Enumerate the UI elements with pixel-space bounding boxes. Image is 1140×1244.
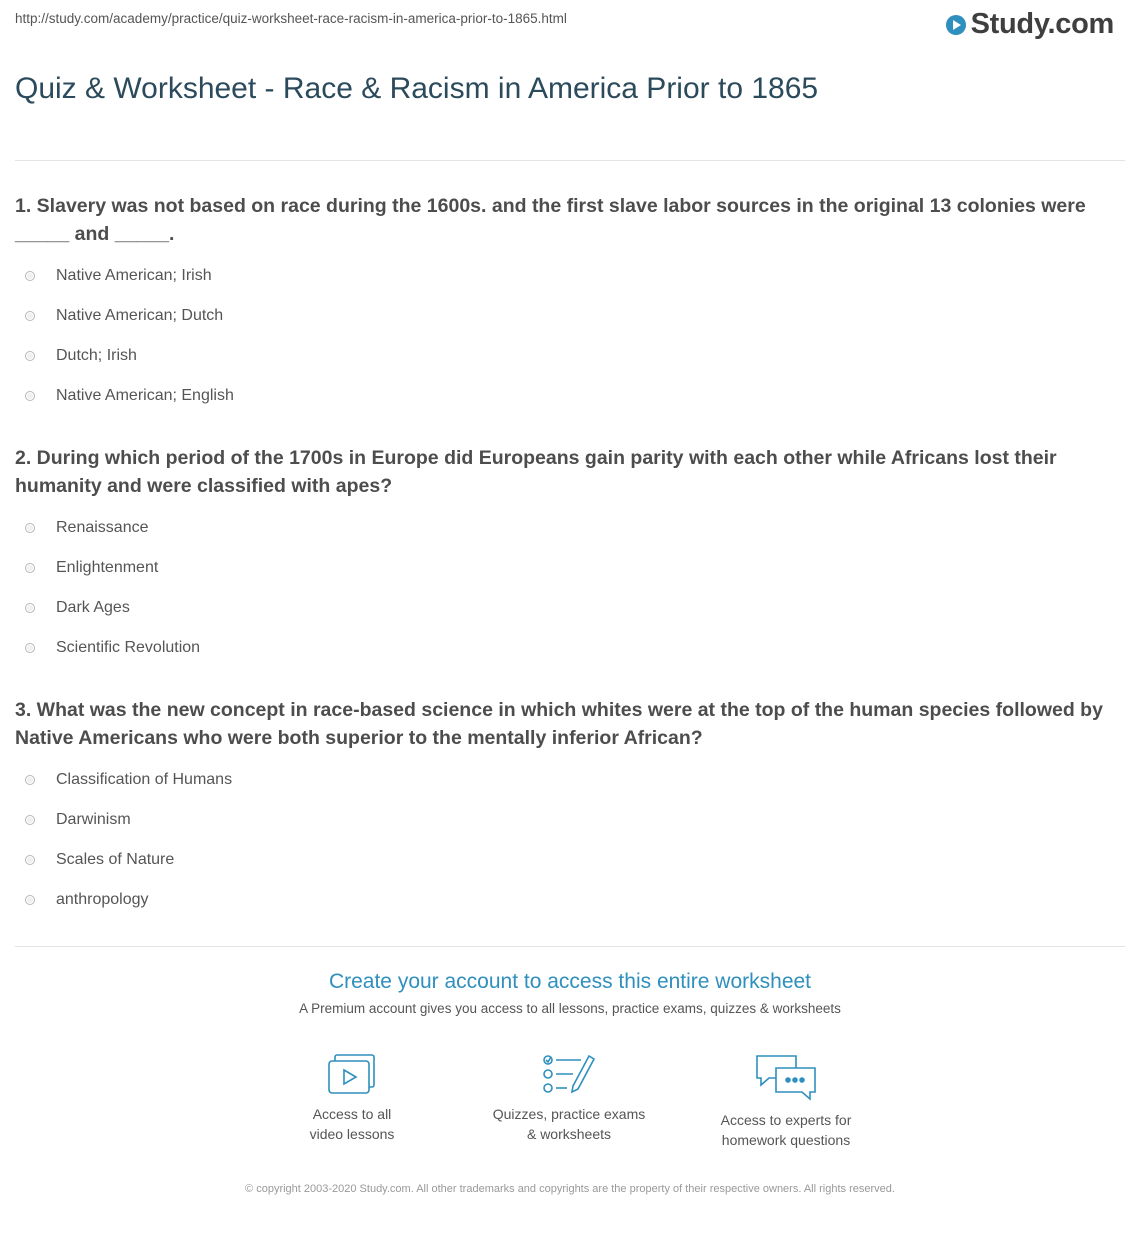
answer-option[interactable]: [15, 880, 1125, 920]
copyright-notice: © copyright 2003-2020 Study.com. All other trademarks and copyrights are the property of their respective owners. All rights reserved.: [245, 1183, 895, 1195]
radio-button[interactable]: [25, 643, 35, 653]
question-text: 3. What was the new concept in race-based science in which whites were at the top of the human species followed by Native Americans who were both superior to the mentally inferior African?: [15, 699, 1103, 749]
answer-option[interactable]: [15, 508, 1125, 548]
feature-video-lessons: [252, 1052, 452, 1144]
radio-button[interactable]: [25, 563, 35, 573]
cta-subtitle: A Premium account gives you access to all lessons, practice exams, quizzes & worksheets: [299, 1001, 841, 1016]
radio-button[interactable]: [25, 351, 35, 361]
feature-experts: [686, 1052, 886, 1150]
radio-button[interactable]: [25, 895, 35, 905]
option-label: Native American; English: [56, 387, 234, 404]
cta-create-account-link[interactable]: Create your account to access this entire worksheet: [328, 970, 812, 993]
feature-label-line2: & worksheets: [526, 1126, 612, 1142]
answer-option[interactable]: [15, 800, 1125, 840]
answer-option[interactable]: [15, 336, 1125, 376]
answer-option[interactable]: [15, 588, 1125, 628]
page-title: Quiz & Worksheet - Race & Racism in America Prior to 1865: [15, 72, 819, 105]
radio-button[interactable]: [25, 775, 35, 785]
question-text: 2. During which period of the 1700s in Europe did Europeans gain parity with each other while Africans lost their humanity and were classified with apes?: [15, 447, 1057, 497]
option-label: Renaissance: [56, 519, 149, 536]
option-label: Classification of Humans: [56, 771, 233, 788]
answer-option[interactable]: [15, 256, 1125, 296]
option-label: Darwinism: [56, 811, 131, 828]
option-label: Scales of Nature: [56, 851, 175, 868]
quiz-checklist-icon: [541, 1052, 597, 1096]
feature-label-line2: homework questions: [721, 1132, 851, 1148]
brand-name: Study.com: [970, 8, 1114, 40]
question-text: 1. Slavery was not based on race during the 1600s. and the first slave labor sources in the original 13 colonies were _____ and _____.: [15, 195, 1086, 245]
page-url: http://study.com/academy/practice/quiz-worksheet-race-racism-in-america-prior-to-1865.html: [15, 11, 567, 26]
radio-button[interactable]: [25, 815, 35, 825]
chat-bubbles-icon: [754, 1052, 818, 1102]
option-label: Native American; Irish: [56, 267, 212, 284]
video-lessons-icon: [326, 1052, 378, 1096]
radio-button[interactable]: [25, 855, 35, 865]
radio-button[interactable]: [25, 391, 35, 401]
answer-option[interactable]: [15, 376, 1125, 416]
feature-label-line2: video lessons: [309, 1126, 395, 1142]
answer-option[interactable]: [15, 628, 1125, 668]
radio-button[interactable]: [25, 523, 35, 533]
option-label: Dutch; Irish: [56, 347, 137, 364]
answer-option[interactable]: [15, 548, 1125, 588]
option-label: Native American; Dutch: [56, 307, 224, 324]
study-logo[interactable]: [945, 8, 1114, 41]
radio-button[interactable]: [25, 603, 35, 613]
feature-quizzes: [469, 1052, 669, 1144]
radio-button[interactable]: [25, 311, 35, 321]
question-3: [15, 696, 1125, 920]
answer-option[interactable]: [15, 840, 1125, 880]
question-2: [15, 444, 1125, 668]
feature-label-line1: Access to experts for: [720, 1112, 852, 1128]
option-label: Dark Ages: [56, 599, 130, 616]
feature-label-line1: Access to all: [312, 1106, 392, 1122]
answer-option[interactable]: [15, 296, 1125, 336]
play-circle-icon: [945, 14, 967, 36]
option-label: anthropology: [56, 891, 149, 908]
option-label: Scientific Revolution: [56, 639, 201, 656]
feature-label-line1: Quizzes, practice exams: [492, 1106, 646, 1122]
title-divider: [15, 160, 1125, 161]
option-label: Enlightenment: [56, 559, 159, 576]
question-1: [15, 192, 1125, 416]
section-divider: [15, 946, 1125, 947]
radio-button[interactable]: [25, 271, 35, 281]
answer-option[interactable]: [15, 760, 1125, 800]
